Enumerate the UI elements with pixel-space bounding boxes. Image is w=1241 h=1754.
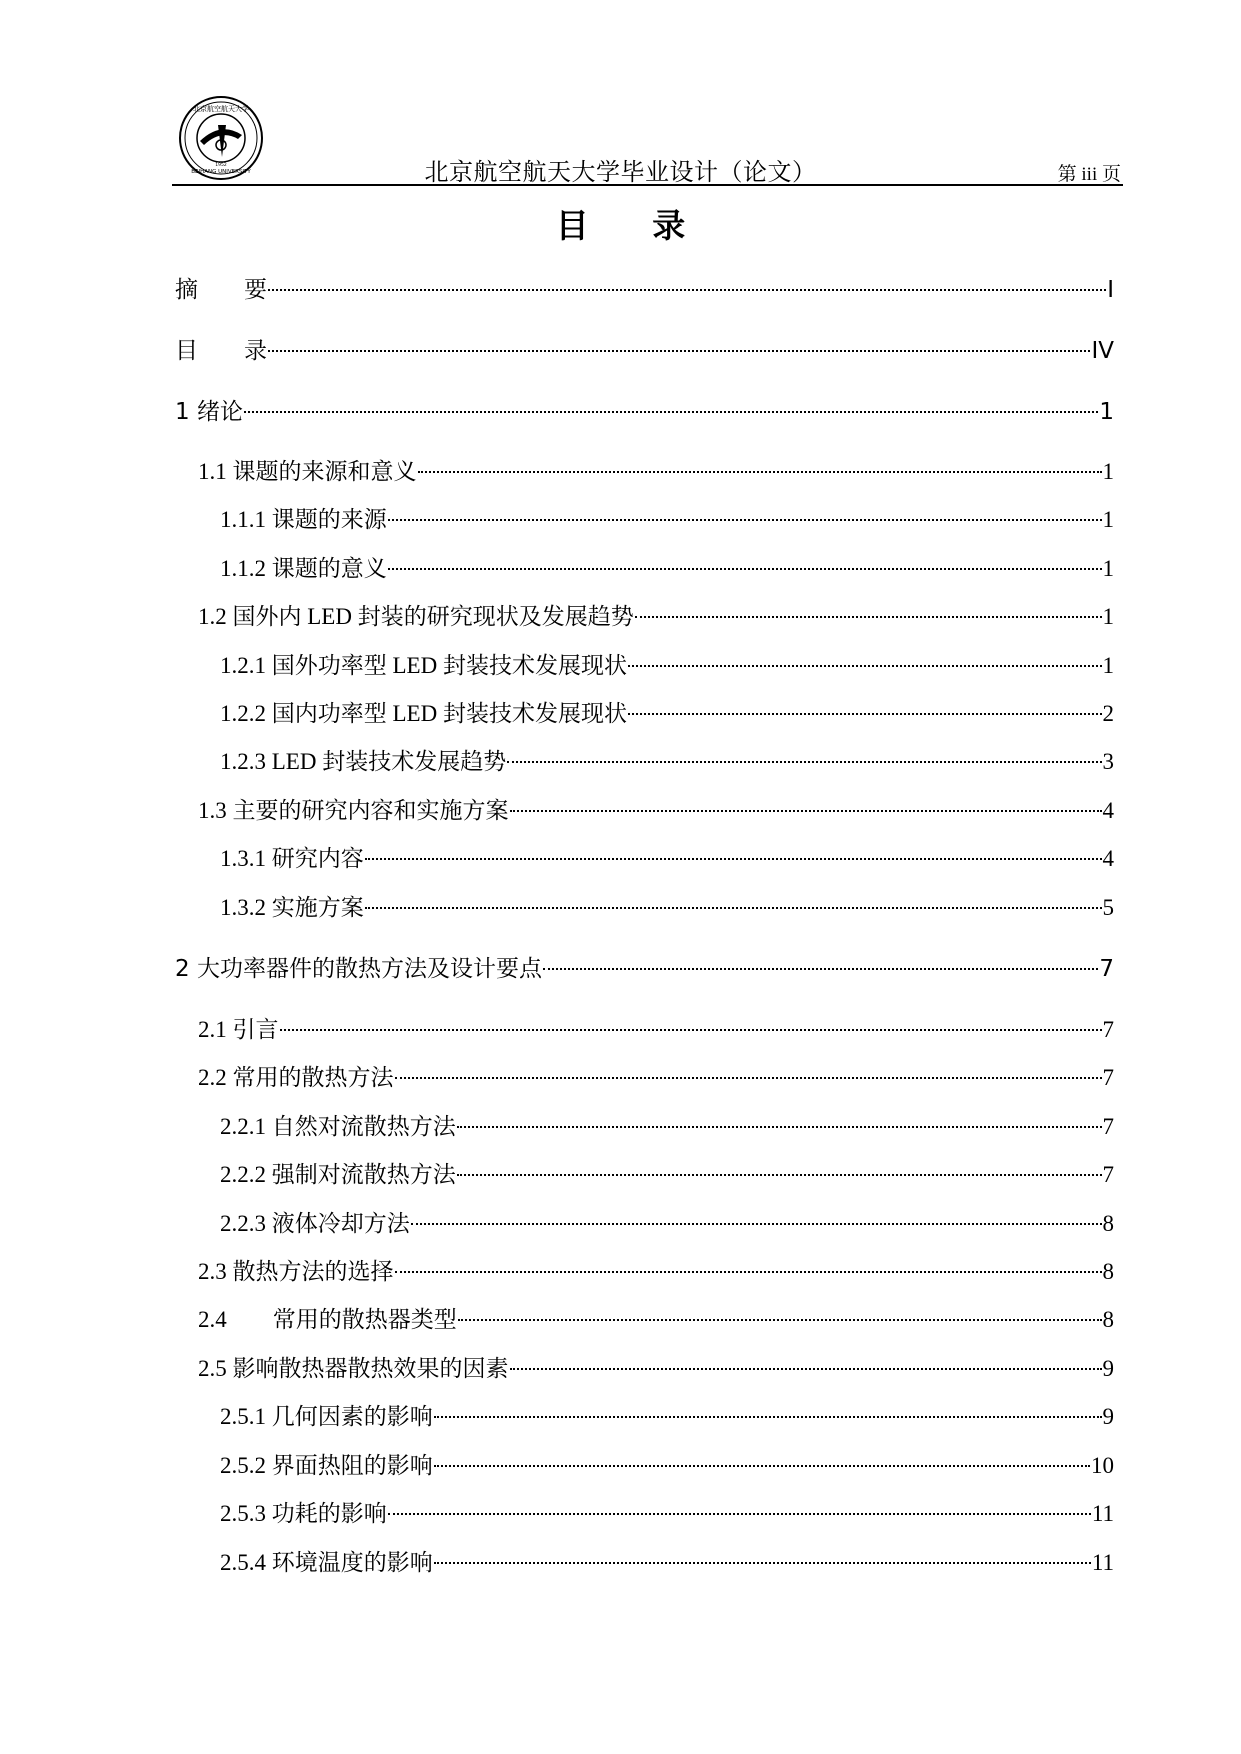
toc-leader-dots bbox=[395, 1077, 1102, 1079]
toc-leader-dots bbox=[434, 1465, 1090, 1467]
toc-entry-label: 摘 要 bbox=[175, 277, 267, 303]
toc-entry-page: 8 bbox=[1102, 1211, 1114, 1236]
toc-entry-page: IV bbox=[1091, 338, 1114, 364]
header-divider bbox=[172, 184, 1123, 186]
toc-leader-dots bbox=[411, 1223, 1102, 1225]
svg-text:1952: 1952 bbox=[215, 163, 227, 168]
toc-entry-1-3-1[interactable] bbox=[220, 843, 1114, 875]
toc-leader-dots bbox=[280, 1029, 1102, 1031]
toc-entry-label: 目 录 bbox=[175, 338, 267, 364]
toc-entry-page: 1 bbox=[1102, 556, 1114, 581]
toc-leader-dots bbox=[628, 665, 1102, 667]
toc-entry-label: 2.4 常用的散热器类型 bbox=[198, 1307, 457, 1332]
toc-entry-page: 4 bbox=[1102, 798, 1114, 823]
toc-leader-dots bbox=[244, 411, 1098, 413]
toc-leader-dots bbox=[510, 1368, 1102, 1370]
toc-entry-page: 2 bbox=[1102, 701, 1114, 726]
toc-entry-label: 1.3 主要的研究内容和实施方案 bbox=[198, 798, 509, 823]
svg-text:BEIHANG UNIVERSITY: BEIHANG UNIVERSITY bbox=[191, 169, 251, 175]
header-title: 北京航空航天大学毕业设计（论文） bbox=[424, 160, 817, 186]
toc-entry-label: 2.5.3 功耗的影响 bbox=[220, 1501, 387, 1526]
toc-entry-1-3[interactable] bbox=[198, 795, 1114, 827]
toc-leader-dots bbox=[365, 907, 1102, 909]
toc-entry-chapter-1[interactable] bbox=[175, 396, 1114, 428]
toc-leader-dots bbox=[628, 713, 1102, 715]
toc-entry-2-1[interactable] bbox=[198, 1014, 1114, 1046]
toc-leader-dots bbox=[510, 810, 1102, 812]
toc-entry-page: I bbox=[1107, 277, 1114, 303]
toc-entry-1-1[interactable] bbox=[198, 456, 1114, 488]
toc-entry-page: 11 bbox=[1091, 1550, 1114, 1575]
toc-entry-1-3-2[interactable] bbox=[220, 892, 1114, 924]
toc-entry-2-5-4[interactable] bbox=[220, 1547, 1114, 1579]
toc-entry-label: 2.5 影响散热器散热效果的因素 bbox=[198, 1356, 509, 1381]
toc-entry-page: 9 bbox=[1102, 1404, 1114, 1429]
toc-entry-label: 2.2 常用的散热方法 bbox=[198, 1065, 394, 1090]
toc-entry-page: 1 bbox=[1099, 399, 1114, 425]
toc-entry-label: 1.1 课题的来源和意义 bbox=[198, 459, 417, 484]
toc-entry-2-2-1[interactable] bbox=[220, 1111, 1114, 1143]
toc-leader-dots bbox=[418, 471, 1102, 473]
toc-entry-label: 1.2 国外内 LED 封装的研究现状及发展趋势 bbox=[198, 604, 634, 629]
toc-entry-label: 1.2.1 国外功率型 LED 封装技术发展现状 bbox=[220, 653, 627, 678]
toc-entry-1-2-3[interactable] bbox=[220, 746, 1114, 778]
toc-entry-1-2[interactable] bbox=[198, 601, 1114, 633]
toc-leader-dots bbox=[434, 1562, 1091, 1564]
toc-entry-2-5-3[interactable] bbox=[220, 1498, 1114, 1530]
toc-leader-dots bbox=[268, 289, 1106, 291]
toc-entry-page: 1 bbox=[1102, 507, 1114, 532]
toc-entry-1-2-2[interactable] bbox=[220, 698, 1114, 730]
toc-entry-label: 2.2.2 强制对流散热方法 bbox=[220, 1162, 456, 1187]
toc-entry-2-2[interactable] bbox=[198, 1062, 1114, 1094]
toc-leader-dots bbox=[388, 1513, 1091, 1515]
toc-entry-page: 5 bbox=[1102, 895, 1114, 920]
toc-entry-page: 7 bbox=[1102, 1065, 1114, 1090]
toc-entry-label: 2 大功率器件的散热方法及设计要点 bbox=[175, 956, 542, 982]
toc-entry-page: 4 bbox=[1102, 846, 1114, 871]
toc-entry-page: 7 bbox=[1102, 1017, 1114, 1042]
toc-entry-label: 1 绪论 bbox=[175, 399, 243, 425]
toc-entry-label: 1.3.1 研究内容 bbox=[220, 846, 364, 871]
toc-leader-dots bbox=[434, 1416, 1102, 1418]
toc-entry-page: 9 bbox=[1102, 1356, 1114, 1381]
toc-heading: 目 录 bbox=[555, 206, 686, 245]
toc-leader-dots bbox=[457, 1174, 1102, 1176]
toc-entry-abstract[interactable] bbox=[175, 274, 1114, 306]
toc-entry-2-2-2[interactable] bbox=[220, 1159, 1114, 1191]
toc-leader-dots bbox=[268, 350, 1090, 352]
toc-entry-2-3[interactable] bbox=[198, 1256, 1114, 1288]
toc-leader-dots bbox=[458, 1319, 1102, 1321]
toc-entry-label: 2.5.1 几何因素的影响 bbox=[220, 1404, 433, 1429]
toc-entry-2-4[interactable] bbox=[198, 1304, 1114, 1336]
toc-entry-2-5-2[interactable] bbox=[220, 1450, 1114, 1482]
toc-entry-2-5[interactable] bbox=[198, 1353, 1114, 1385]
toc-entry-page: 7 bbox=[1102, 1114, 1114, 1139]
toc-entry-page: 1 bbox=[1102, 653, 1114, 678]
toc-entry-page: 1 bbox=[1102, 604, 1114, 629]
toc-leader-dots bbox=[543, 968, 1098, 970]
toc-entry-page: 8 bbox=[1102, 1307, 1114, 1332]
toc-entry-label: 1.3.2 实施方案 bbox=[220, 895, 364, 920]
toc-entry-label: 2.1 引言 bbox=[198, 1017, 279, 1042]
toc-entry-chapter-2[interactable] bbox=[175, 953, 1114, 985]
toc-entry-2-5-1[interactable] bbox=[220, 1401, 1114, 1433]
toc-entry-label: 1.1.1 课题的来源 bbox=[220, 507, 387, 532]
toc-entry-1-1-2[interactable] bbox=[220, 553, 1114, 585]
toc-entry-page: 7 bbox=[1102, 1162, 1114, 1187]
toc-entry-1-1-1[interactable] bbox=[220, 504, 1114, 536]
toc-entry-label: 2.2.3 液体冷却方法 bbox=[220, 1211, 410, 1236]
toc-entry-contents[interactable] bbox=[175, 335, 1114, 367]
svg-text:北京航空航天大学: 北京航空航天大学 bbox=[193, 105, 249, 113]
toc-entry-page: 1 bbox=[1102, 459, 1114, 484]
toc-entry-label: 2.3 散热方法的选择 bbox=[198, 1259, 394, 1284]
toc-entry-label: 2.2.1 自然对流散热方法 bbox=[220, 1114, 456, 1139]
toc-entry-1-2-1[interactable] bbox=[220, 650, 1114, 682]
toc-leader-dots bbox=[457, 1126, 1102, 1128]
toc-leader-dots bbox=[365, 858, 1102, 860]
toc-entry-page: 11 bbox=[1091, 1501, 1114, 1526]
toc-leader-dots bbox=[395, 1271, 1102, 1273]
toc-entry-label: 2.5.2 界面热阻的影响 bbox=[220, 1453, 433, 1478]
toc-entry-label: 1.1.2 课题的意义 bbox=[220, 556, 387, 581]
header-page-number: 第 iii 页 bbox=[1057, 164, 1121, 185]
toc-entry-page: 3 bbox=[1102, 749, 1114, 774]
toc-leader-dots bbox=[507, 761, 1101, 763]
toc-entry-2-2-3[interactable] bbox=[220, 1208, 1114, 1240]
toc-leader-dots bbox=[635, 616, 1102, 618]
toc-entry-label: 1.2.2 国内功率型 LED 封装技术发展现状 bbox=[220, 701, 627, 726]
toc-entry-label: 2.5.4 环境温度的影响 bbox=[220, 1550, 433, 1575]
toc-entry-page: 8 bbox=[1102, 1259, 1114, 1284]
toc-entry-page: 7 bbox=[1099, 956, 1114, 982]
toc-entry-label: 1.2.3 LED 封装技术发展趋势 bbox=[220, 749, 507, 774]
toc-leader-dots bbox=[388, 568, 1102, 570]
toc-leader-dots bbox=[388, 519, 1102, 521]
toc-entry-page: 10 bbox=[1091, 1453, 1114, 1478]
